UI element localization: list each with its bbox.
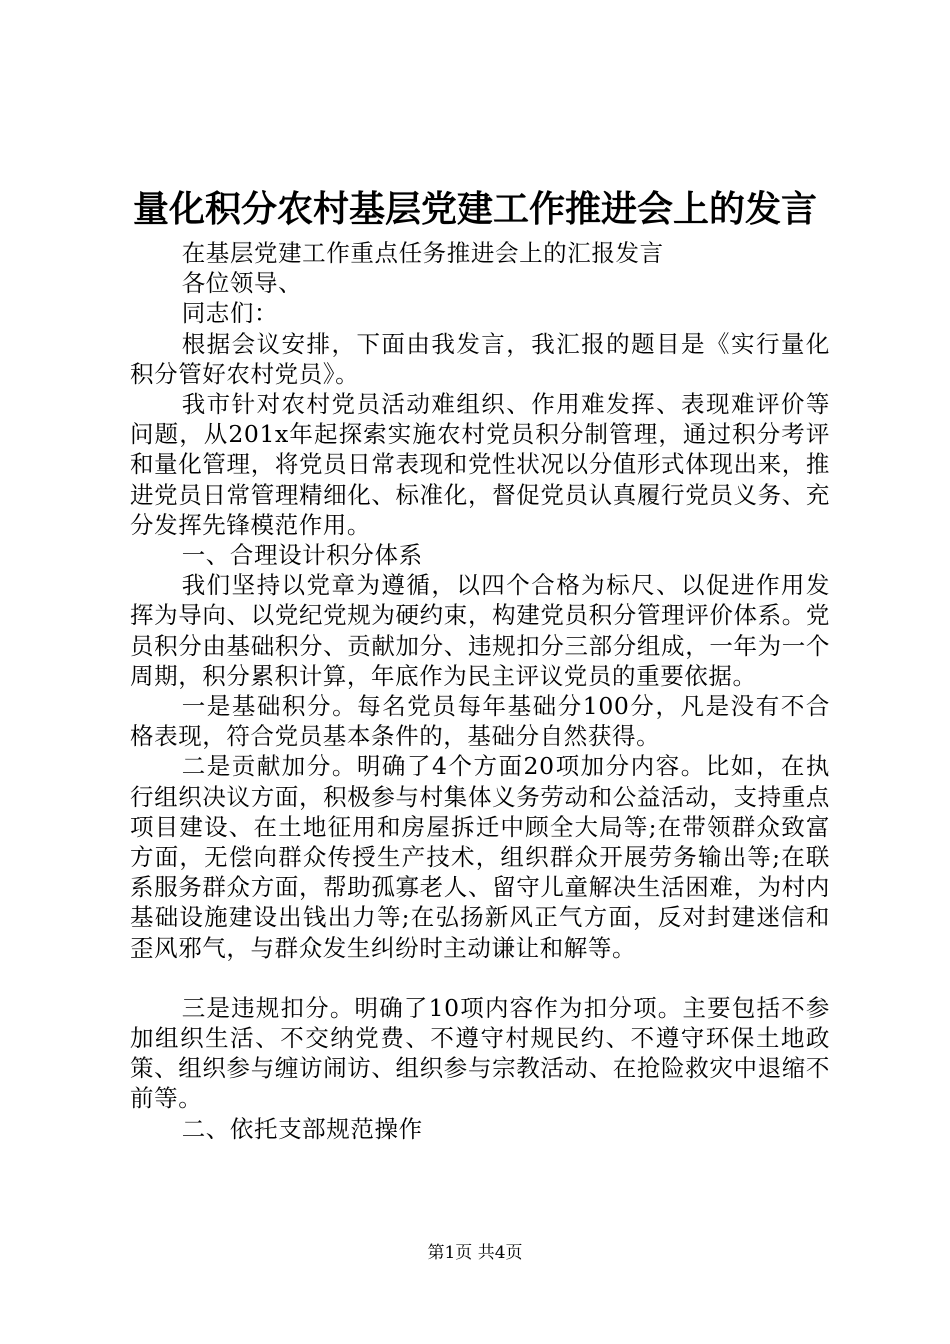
section-heading-2: 二、依托支部规范操作 [181,1114,423,1143]
document-body [130,238,830,1144]
paragraph-bonus-points: 二是贡献加分。明确了4个方面20项加分内容。比如，在执行组织决议方面，积极参与村集体义务劳动和公益活动，支持重点项目建设、在土地征用和房屋拆迁中顾全大局等;在带领群众致富方面，无偿向群众传授生产技术，组织群众开展劳务输出等;在联系服务群众方面，帮助孤寡老人、留守儿童解决生活困难，为村内基础设施建设出钱出力等;在弘扬新风正气方面，反对封建迷信和歪风邪气，与群众发生纠纷时主动谦让和解等。 [130,752,830,962]
paragraph-salutation-comrades: 同志们： [181,299,279,328]
paragraph-subtitle: 在基层党建工作重点任务推进会上的汇报发言 [181,239,664,267]
paragraph-background: 我市针对农村党员活动难组织、作用难发挥、表现难评价等问题，从201x年起探索实施农村党员积分制管理，通过积分考评和量化管理，将党员日常表现和党性状况以分值形式体现出来，推进党员日常管理精细化、标准化，督促党员认真履行党员义务、充分发挥先锋模范作用。 [130,390,830,539]
paragraph-salutation-leaders: 各位领导、 [181,269,303,298]
paragraph-deduction-points: 三是违规扣分。明确了10项内容作为扣分项。主要包括不参加组织生活、不交纳党费、不遵守村规民约、不遵守环保土地政策、组织参与缠访闹访、组织参与宗教活动、在抢险救灾中退缩不前等。 [130,993,830,1113]
paragraph-system: 我们坚持以党章为遵循，以四个合格为标尺、以促进作用发挥为导向、以党纪党规为硬约束，构建党员积分管理评价体系。党员积分由基础积分、贡献加分、违规扣分三部分组成，一年为一个周期，积分累积计算，年底作为民主评议党员的重要依据。 [130,571,830,690]
page-number-footer: 第1页 共4页 [427,1243,523,1263]
paragraph-intro: 根据会议安排，下面由我发言，我汇报的题目是《实行量化积分管好农村党员》。 [130,329,830,388]
section-heading-1: 一、合理设计积分体系 [181,541,423,570]
paragraph-base-points: 一是基础积分。每名党员每年基础分100分，凡是没有不合格表现，符合党员基本条件的，基础分自然获得。 [130,692,830,751]
document-title: 量化积分农村基层党建工作推进会上的发言 [132,188,817,230]
